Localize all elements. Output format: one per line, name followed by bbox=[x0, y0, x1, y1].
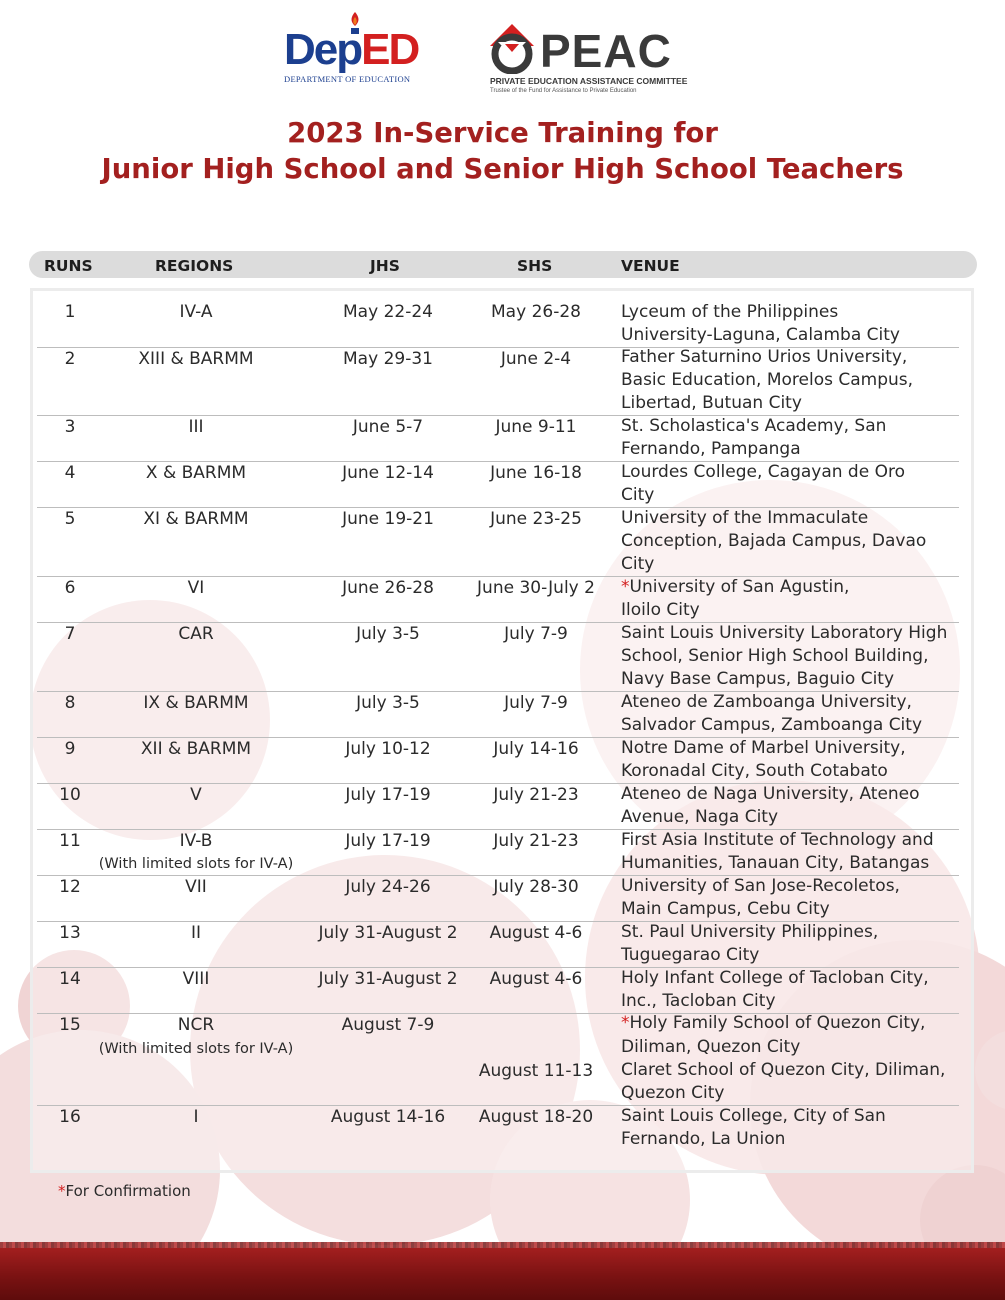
shs-dates: July 14-16 bbox=[493, 739, 579, 759]
run-number: 15 bbox=[59, 1015, 81, 1035]
shs-dates: June 16-18 bbox=[490, 463, 582, 483]
venue-line: Salvador Campus, Zamboanga City bbox=[621, 715, 923, 735]
region: I bbox=[193, 1107, 199, 1127]
region: CAR bbox=[178, 624, 214, 644]
region: X & BARMM bbox=[145, 463, 247, 483]
run-number: 7 bbox=[64, 624, 76, 644]
venue-line: Basic Education, Morelos Campus, bbox=[621, 370, 914, 390]
venue-line: Saint Louis University Laboratory High bbox=[621, 623, 948, 643]
venue-line: Fernando, Pampanga bbox=[621, 439, 801, 459]
column-header-runs: RUNS bbox=[44, 257, 93, 275]
venue-line: Quezon City bbox=[621, 1083, 725, 1103]
deped-wordmark: DepED bbox=[284, 25, 419, 74]
shs-dates: June 30-July 2 bbox=[477, 578, 595, 598]
column-header-venue: VENUE bbox=[621, 257, 680, 275]
jhs-dates: August 7-9 bbox=[341, 1015, 435, 1035]
venue-line: Lourdes College, Cagayan de Oro bbox=[621, 462, 905, 482]
run-number: 10 bbox=[59, 785, 81, 805]
venue-line: Diliman, Quezon City bbox=[621, 1037, 801, 1057]
region: XII & BARMM bbox=[140, 739, 252, 759]
venue-line: University of San Jose-Recoletos, bbox=[621, 876, 900, 896]
peac-fullname: PRIVATE EDUCATION ASSISTANCE COMMITTEE bbox=[490, 76, 688, 86]
shs-dates: June 9-11 bbox=[495, 417, 577, 437]
jhs-dates: July 3-5 bbox=[356, 693, 420, 713]
venue-line: Inc., Tacloban City bbox=[621, 991, 776, 1011]
column-header-regions: REGIONS bbox=[155, 257, 234, 275]
venue-line: City bbox=[621, 554, 655, 574]
venue-line: Tuguegarao City bbox=[621, 945, 760, 965]
venue-line: St. Scholastica's Academy, San bbox=[621, 416, 887, 436]
peac-wordmark: PEAC bbox=[540, 25, 672, 77]
venue-line: Father Saturnino Urios University, bbox=[621, 347, 908, 367]
shs-dates: June 2-4 bbox=[500, 349, 572, 369]
confirmation-asterisk: * bbox=[621, 577, 630, 597]
run-number: 6 bbox=[64, 578, 76, 598]
venue-line: Avenue, Naga City bbox=[621, 807, 779, 827]
footnote: *For Confirmation bbox=[58, 1182, 191, 1200]
venue-line: Ateneo de Zamboanga University, bbox=[621, 692, 912, 712]
shs-dates: August 18-20 bbox=[478, 1107, 594, 1127]
venue-line: Lyceum of the Philippines bbox=[621, 302, 839, 322]
shs-dates: July 21-23 bbox=[493, 831, 579, 851]
run-number: 5 bbox=[64, 509, 76, 529]
shs-dates: August 4-6 bbox=[489, 923, 583, 943]
venue-line: City bbox=[621, 485, 655, 505]
region: NCR bbox=[177, 1015, 215, 1035]
shs-dates: August 11-13 bbox=[478, 1061, 594, 1081]
run-number: 8 bbox=[64, 693, 76, 713]
venue-line: Navy Base Campus, Baguio City bbox=[621, 669, 895, 689]
run-number: 3 bbox=[64, 417, 76, 437]
venue-line: Main Campus, Cebu City bbox=[621, 899, 830, 919]
run-number: 13 bbox=[59, 923, 81, 943]
venue-line: Notre Dame of Marbel University, bbox=[621, 738, 906, 758]
region: V bbox=[190, 785, 202, 805]
jhs-dates: August 14-16 bbox=[330, 1107, 446, 1127]
venue-line: Humanities, Tanauan City, Batangas bbox=[621, 853, 930, 873]
region-note: (With limited slots for IV-A) bbox=[98, 1041, 294, 1057]
column-header-jhs: JHS bbox=[370, 257, 400, 275]
jhs-dates: July 17-19 bbox=[345, 785, 431, 805]
jhs-dates: May 29-31 bbox=[343, 349, 433, 369]
jhs-dates: June 26-28 bbox=[342, 578, 434, 598]
jhs-dates: June 12-14 bbox=[342, 463, 434, 483]
region: XIII & BARMM bbox=[138, 349, 254, 369]
jhs-dates: May 22-24 bbox=[343, 302, 433, 322]
run-number: 4 bbox=[64, 463, 76, 483]
run-number: 2 bbox=[64, 349, 76, 369]
jhs-dates: June 19-21 bbox=[342, 509, 434, 529]
venue-line: Iloilo City bbox=[621, 600, 700, 620]
region: VI bbox=[187, 578, 205, 598]
jhs-dates: July 31-August 2 bbox=[318, 969, 458, 989]
venue-line: Saint Louis College, City of San bbox=[621, 1106, 886, 1126]
region: IV-A bbox=[179, 302, 213, 322]
jhs-dates: July 24-26 bbox=[345, 877, 431, 897]
venue-line: Fernando, La Union bbox=[621, 1129, 786, 1149]
shs-dates: July 21-23 bbox=[493, 785, 579, 805]
venue-line: St. Paul University Philippines, bbox=[621, 922, 879, 942]
jhs-dates: July 17-19 bbox=[345, 831, 431, 851]
shs-dates: July 7-9 bbox=[504, 693, 568, 713]
venue-line: Ateneo de Naga University, Ateneo bbox=[621, 784, 920, 804]
column-header-shs: SHS bbox=[517, 257, 553, 275]
venue-line: Conception, Bajada Campus, Davao bbox=[621, 531, 927, 551]
shs-dates: May 26-28 bbox=[491, 302, 581, 322]
venue-line: School, Senior High School Building, bbox=[621, 646, 929, 666]
shs-dates: June 23-25 bbox=[490, 509, 582, 529]
shs-dates: July 7-9 bbox=[504, 624, 568, 644]
shs-dates: July 28-30 bbox=[493, 877, 579, 897]
region: XI & BARMM bbox=[143, 509, 249, 529]
region-note: (With limited slots for IV-A) bbox=[98, 856, 294, 872]
jhs-dates: July 3-5 bbox=[356, 624, 420, 644]
venue-line: *University of San Agustin, bbox=[621, 577, 850, 597]
venue-line: Koronadal City, South Cotabato bbox=[621, 761, 888, 781]
run-number: 9 bbox=[64, 739, 76, 759]
region: II bbox=[190, 923, 202, 943]
jhs-dates: July 10-12 bbox=[345, 739, 431, 759]
peac-tagline: Trustee of the Fund for Assistance to Private Education bbox=[490, 88, 637, 94]
run-number: 16 bbox=[59, 1107, 81, 1127]
page-subtitle: Junior High School and Senior High School Teachers bbox=[101, 153, 904, 185]
run-number: 1 bbox=[64, 302, 76, 322]
run-number: 11 bbox=[59, 831, 81, 851]
region: III bbox=[188, 417, 204, 437]
region: VII bbox=[185, 877, 207, 897]
run-number: 14 bbox=[59, 969, 81, 989]
venue-line: First Asia Institute of Technology and bbox=[621, 830, 934, 850]
venue-line: Holy Infant College of Tacloban City, bbox=[621, 968, 929, 988]
jhs-dates: July 31-August 2 bbox=[318, 923, 458, 943]
venue-line: *Holy Family School of Quezon City, bbox=[621, 1013, 926, 1033]
venue-line: Claret School of Quezon City, Diliman, bbox=[621, 1060, 946, 1080]
region: VIII bbox=[182, 969, 210, 989]
region: IV-B bbox=[179, 831, 213, 851]
shs-dates: August 4-6 bbox=[489, 969, 583, 989]
page-title: 2023 In-Service Training for bbox=[287, 117, 718, 149]
deped-subtitle: DEPARTMENT OF EDUCATION bbox=[284, 74, 411, 84]
venue-line: University-Laguna, Calamba City bbox=[621, 325, 900, 345]
venue-line: University of the Immaculate bbox=[621, 508, 869, 528]
jhs-dates: June 5-7 bbox=[352, 417, 424, 437]
venue-line: Libertad, Butuan City bbox=[621, 393, 802, 413]
run-number: 12 bbox=[59, 877, 81, 897]
confirmation-asterisk: * bbox=[621, 1013, 630, 1033]
region: IX & BARMM bbox=[143, 693, 249, 713]
confirmation-asterisk: * bbox=[58, 1182, 66, 1200]
